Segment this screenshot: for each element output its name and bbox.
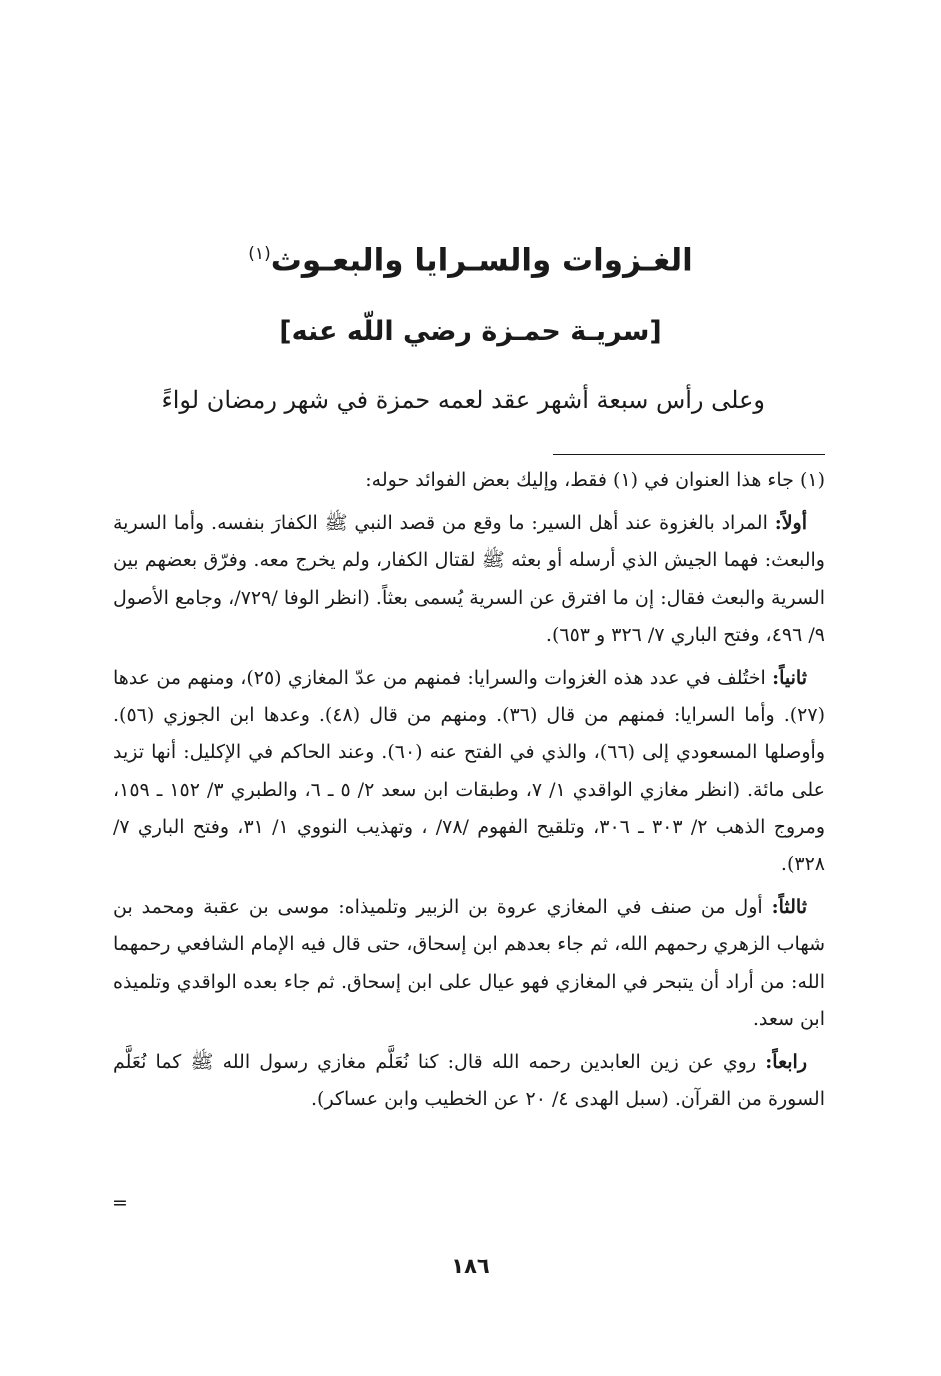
footnote-2-lead: ثانياً: <box>772 667 807 690</box>
chapter-title <box>100 232 841 282</box>
continuation-mark: = <box>112 1192 128 1214</box>
footnote-1-text: المراد بالغزوة عند أهل السير: ما وقع من قصد النبي ﷺ الكفارَ بنفسه. وأما السرية والبعث: فهما الجيش الذي أرسله أو بعثه ﷺ لقتال الكفار، ولم يخرج معه. وفرّق بعضهم بين السرية والبعث فقال: إن ما افترق عن السرية يُسمى بعثاً. (انظر الوفا /٧٢٩/، وجامع الأصول ٩/ ٤٩٦، وفتح الباري ٧/ ٣٢٦ و ٦٥٣). <box>113 512 826 646</box>
footnote-paragraph-3 <box>113 889 825 1038</box>
footnote-paragraph-4 <box>113 1044 825 1118</box>
footnote-paragraph-1 <box>113 505 825 654</box>
chapter-title-text: الغـزوات والسـرايا والبعـوث <box>270 242 693 279</box>
footnote-4-lead: رابعاً: <box>765 1051 807 1074</box>
footnotes-block <box>113 462 825 1124</box>
footnote-2-text: اختُلف في عدد هذه الغزوات والسرايا: فمنهم من عدّ المغازي (٢٥)، ومنهم من عدها (٢٧). وأما السرايا: فمنهم من قال (٣٦). ومنهم من قال (٤٨). وعدها ابن الجوزي (٥٦). وأوصلها المسعودي إلى (٦٦)، والذي في الفتح عنه (٦٠). وعند الحاكم في الإكليل: أنها تزيد على مائة. (انظر مغازي الواقدي ١/ ٧، وطبقات ابن سعد ٢/ ٥ ـ ٦، والطبري ٣/ ١٥٢ ـ ١٥٩، ومروج الذهب ٢/ ٣٠٣ ـ ٣٠٦، وتلقيح الفهوم /٧٨/ ، وتهذيب النووي ١/ ٣١، وفتح الباري ٧/ ٣٢٨). <box>113 667 825 876</box>
footnote-3-text: أول من صنف في المغازي عروة بن الزبير وتلميذاه: موسى بن عقبة ومحمد بن شهاب الزهري رحمهم الله، ثم جاء بعدهم ابن إسحاق، حتى قال فيه الإمام الشافعي رحمهما الله: من أراد أن يتبحر في المغازي فهو عيال على ابن إسحاق. ثم جاء بعده الواقدي وتلميذه ابن سعد. <box>113 896 825 1030</box>
title-footnote-ref: (١) <box>248 244 271 264</box>
footnote-3-lead: ثالثاً: <box>771 896 807 919</box>
body-paragraph: وعلى رأس سبعة أشهر عقد لعمه حمزة في شهر رمضان لواءً <box>161 386 765 414</box>
footnote-intro: (١) جاء هذا العنوان في (١) فقط، وإليك بعض الفوائد حوله: <box>365 469 825 491</box>
footnote-paragraph-2 <box>113 660 825 883</box>
page-number: ١٨٦ <box>451 1254 490 1278</box>
footnote-4-text: روي عن زين العابدين رحمه الله قال: كنا نُعَلَّم مغازي رسول الله ﷺ كما نُعَلَّم السورة من القرآن. (سبل الهدى ٤/ ٢٠ عن الخطيب وابن عساكر). <box>113 1051 825 1111</box>
section-subtitle: [سريـة حمـزة رضي اللّه عنه] <box>279 316 662 347</box>
footnote-separator-line <box>553 454 825 455</box>
footnote-1-lead: أولاً: <box>774 512 807 535</box>
